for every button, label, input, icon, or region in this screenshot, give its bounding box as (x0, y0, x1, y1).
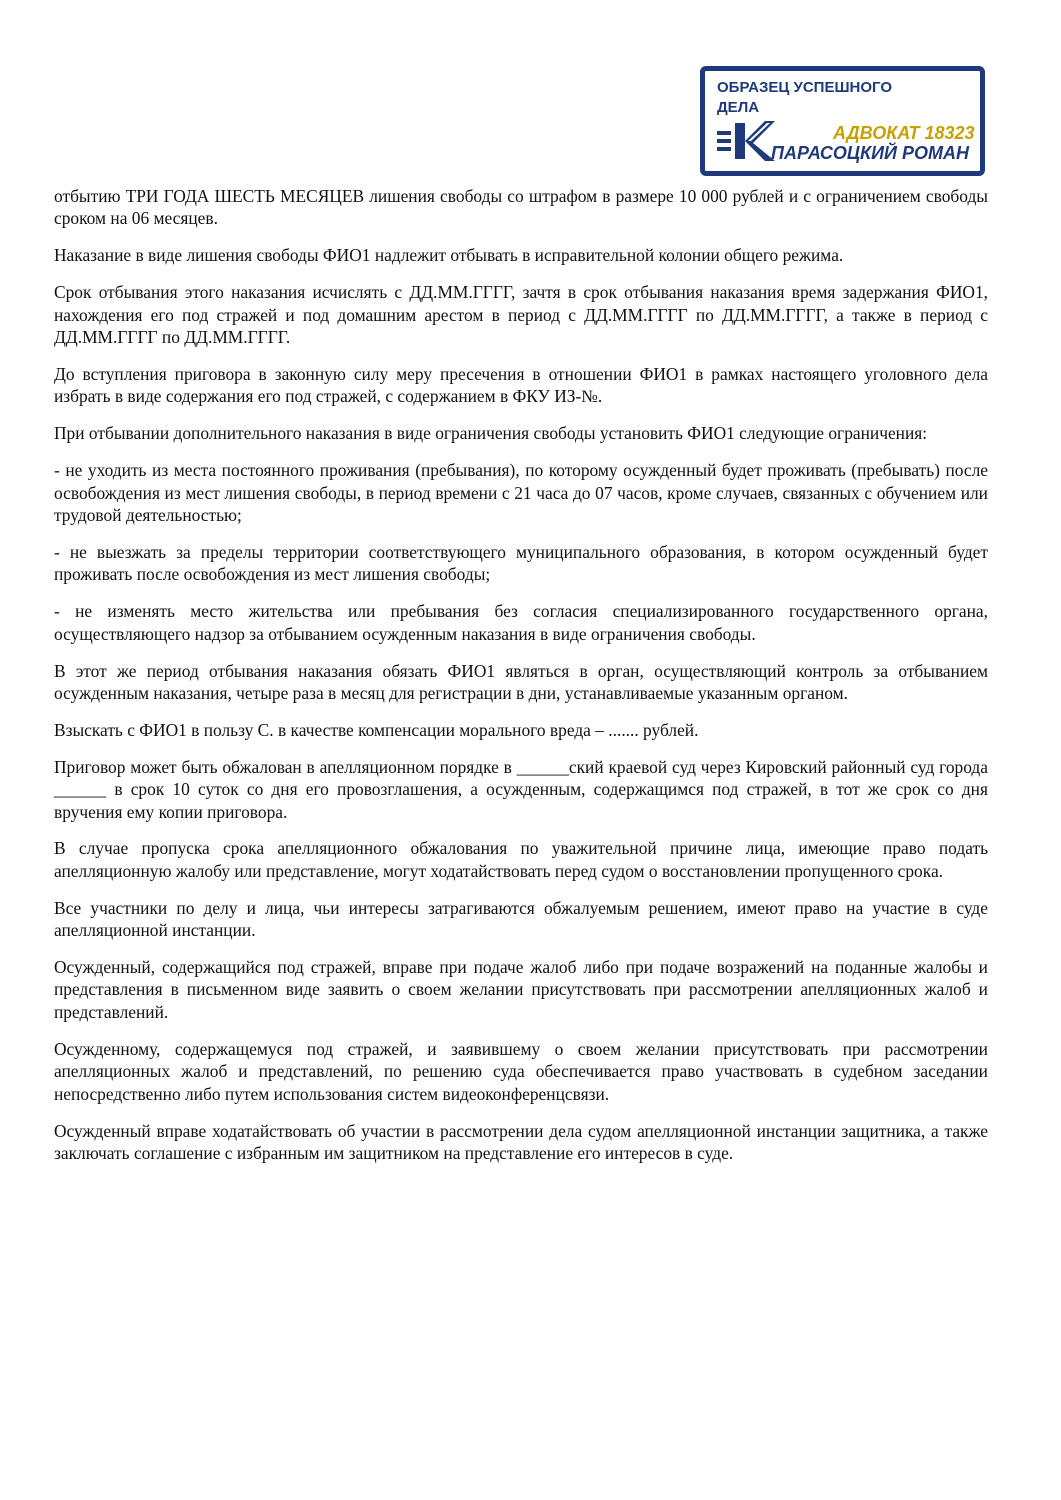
law-firm-logo-icon (715, 119, 775, 163)
paragraph: Взыскать с ФИО1 в пользу С. в качестве компенсации морального вреда – ....... рублей. (54, 719, 699, 740)
paragraph: - не уходить из места постоянного проживания (пребывания), по которому осужденный будет проживать (пребывать) после освобождения из мест лишения свободы, в период времени с 21 часа до 07 часов, кроме случаев, связанных с обучением или трудовой деятельностью; (54, 460, 988, 525)
paragraph: Срок отбывания этого наказания исчислять с ДД.ММ.ГГГГ, зачтя в срок отбывания наказания время задержания ФИО1, нахождения его под стражей и под домашним арестом в период с ДД.ММ.ГГГГ по ДД.ММ.ГГГГ, а также в период с ДД.ММ.ГГГГ по ДД.ММ.ГГГГ. (54, 282, 988, 348)
paragraph: Приговор может быть обжалован в апелляционном порядке в ______ский краевой суд через Кировский районный суд города ______ в срок 10 суток со дня его провозглашения, а осужденным, содержащимся под стражей, в тот же срок со дня вручения ему копии приговора. (54, 756, 988, 822)
paragraph: До вступления приговора в законную силу меру пресечения в отношении ФИО1 в рамках настоящего уголовного дела избрать в виде содержания его под стражей, с содержанием в ФКУ ИЗ-№. (54, 363, 988, 407)
paragraph: При отбывании дополнительного наказания в виде ограничения свободы установить ФИО1 следующие ограничения: (54, 423, 928, 444)
paragraph: В этот же период отбывания наказания обязать ФИО1 являться в орган, осуществляющий контроль за отбыванием осужденным наказания, четыре раза в месяц для регистрации в дни, устанавливаемые указанным органом. (54, 660, 988, 703)
stamp-line-3: АДВОКАТ 18323 (833, 123, 975, 143)
paragraph: Все участники по делу и лица, чьи интересы затрагиваются обжалуемым решением, имеют право на участие в суде апелляционной инстанции. (54, 897, 988, 941)
stamp-line-4: ПАРАСОЦКИЙ РОМАН (771, 143, 969, 163)
document-body (54, 185, 988, 1179)
paragraph: Осужденному, содержащемуся под стражей, и заявившему о своем желании присутствовать при рассмотрении апелляционных жалоб и представлений, по решению суда обеспечивается право участвовать в судебном заседании непосредственно либо путем использования систем видеоконференцсвязи. (54, 1038, 988, 1104)
paragraph: Осужденный, содержащийся под стражей, вправе при подаче жалоб либо при подаче возражений на поданные жалобы и представления в письменном виде заявить о своем желании присутствовать при рассмотрении апелляционных жалоб и представлений. (54, 957, 988, 1022)
paragraph: Наказание в виде лишения свободы ФИО1 надлежит отбывать в исправительной колонии общего режима. (54, 245, 844, 266)
paragraph: - не изменять место жительства или пребывания без согласия специализированного государственного органа, осуществляющего надзор за отбыванием осужденным наказания в виде ограничения свободы. (54, 601, 988, 644)
stamp-line-2: ДЕЛА (717, 99, 760, 116)
paragraph: отбытию ТРИ ГОДА ШЕСТЬ МЕСЯЦЕВ лишения свободы со штрафом в размере 10 000 рублей и с ограничением свободы сроком на 06 месяцев. (54, 186, 988, 229)
paragraph: В случае пропуска срока апелляционного обжалования по уважительной причине лица, имеющие право подать апелляционную жалобу или представление, могут ходатайствовать перед судом о восстановлении пропущенного срока. (54, 838, 988, 881)
stamp-line-1: ОБРАЗЕЦ УСПЕШНОГО (717, 79, 892, 96)
lawyer-stamp (700, 66, 985, 176)
paragraph: - не выезжать за пределы территории соответствующего муниципального образования, в котором осужденный будет проживать после освобождения из мест лишения свободы; (54, 541, 988, 585)
paragraph: Осужденный вправе ходатайствовать об участии в рассмотрении дела судом апелляционной инстанции защитника, а также заключать соглашение с избранным им защитником на представление его интересов в суде. (54, 1120, 988, 1163)
